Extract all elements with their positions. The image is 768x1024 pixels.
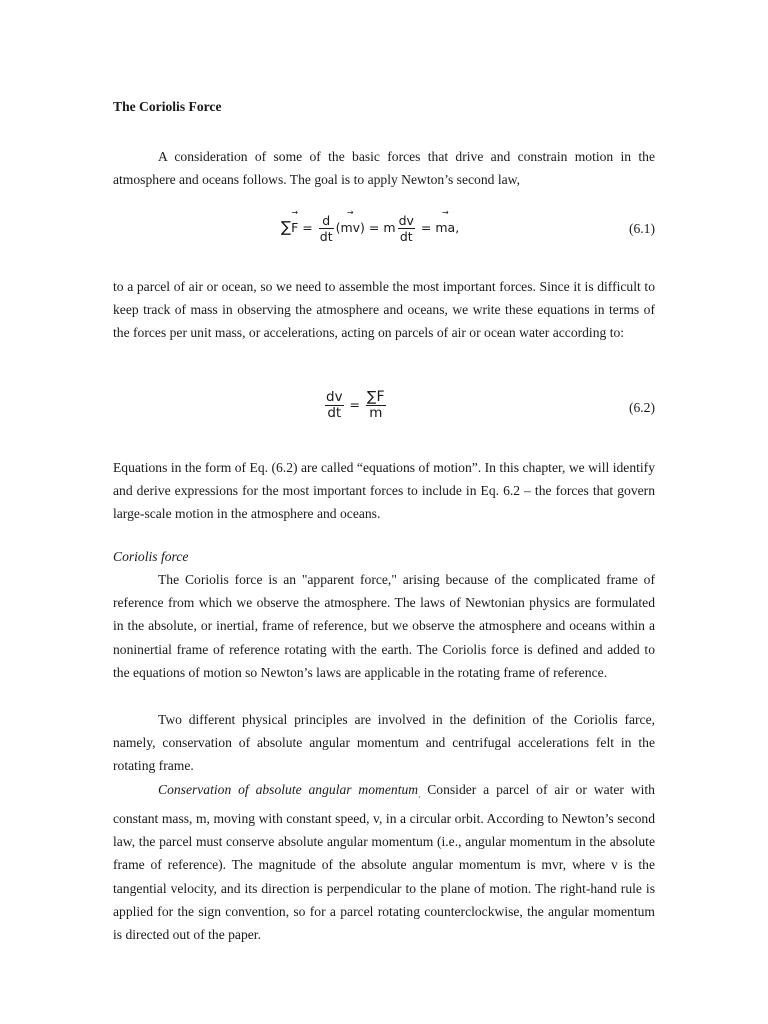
eq2-numerator-dv: dv [326,389,343,405]
paragraph-5-text: Two different physical principles are involved in the definition of the Coriolis farce, namely, conservation of absolute angular momentum and centrifugal accelerations felt in the rotating frame. [113,712,655,774]
paragraph-4-text: The Coriolis force is an "apparent force," arising because of the complicated frame of reference from which we observe the atmosphere. The laws of Newtonian physics are formulated in the absolute, or inertial, frame of reference, but we observe the atmosphere and oceans within a noninertial frame of reference rotating with the earth. The Coriolis force is defined and added to the equations of motion so Newton’s laws are applicable in the rotating frame of reference. [113,572,655,680]
paragraph-2-text: to a parcel of air or ocean, so we need to assemble the most important forces. Since it is difficult to keep track of mass in observing the atmosphere and oceans, we write these equations in terms of the forces per unit mass, or accelerations, acting on parcels of air or ocean water according to: [113,279,655,341]
equation-6-2 [113,390,655,432]
paragraph-3 [113,456,655,526]
equation-6-2-body [323,390,388,421]
paragraph-3-text: Equations in the form of Eq. (6.2) are called “equations of motion”. In this chapter, we will identify and derive expressions for the most important forces to include in Eq. 6.2 – the forces that govern large-scale motion in the atmosphere and oceans. [113,460,655,522]
eq1-ma-vector: → ma [435,220,455,235]
eq1-equals-1: = [302,220,313,235]
equation-6-2-number: (6.2) [628,400,655,415]
document-title: The Coriolis Force [113,99,222,114]
eq2-fraction-dv-dt [325,390,344,421]
subheading-dot: . [418,789,421,800]
eq1-numerator-d: d [319,213,334,229]
eq1-equals-3: = [420,220,432,235]
paragraph-6-block [113,778,655,946]
intro-paragraph [113,145,655,191]
eq2-fraction-f-m [366,390,386,421]
equation-6-1-body [281,213,459,244]
eq1-comma: , [455,220,460,235]
paragraph-6-text: Consider a parcel of air or water with constant mass, m, moving with constant speed, v, in a circular orbit. According to Newton’s second law, the parcel must conserve absolute angular momentum (i.e., angular momentum in the absolute frame of reference). The magnitude of the absolute angular momentum is mvr, where v is the tangential velocity, and its direction is perpendicular to the plane of motion. The right-hand rule is applied for the sign convention, so for a parcel rotating counterclockwise, the angular momentum is directed out of the paper. [113,782,655,942]
paragraph-2 [113,275,655,345]
eq2-denominator-m: m [369,405,383,421]
paragraph-6 [113,778,655,946]
intro-paragraph-text: A consideration of some of the basic forces that drive and constrain motion in the atmosphere and oceans follows. The goal is to apply Newton’s second law, [113,149,655,188]
equation-6-1-number: (6.1) [628,221,655,236]
eq1-denominator-dt: dt [319,229,333,244]
eq1-denominator-dt-2: dt [399,229,413,244]
eq1-sigma: ∑ [281,218,292,236]
equation-6-1 [113,213,655,253]
eq2-denominator-dt: dt [327,405,342,421]
eq1-fraction-dv-dt [398,213,415,244]
paragraph-4 [113,568,655,684]
eq1-numerator-dv: dv [398,213,414,228]
eq1-fraction-d-dt [319,213,334,244]
section-heading-coriolis-force: Coriolis force [113,549,189,564]
eq1-equals-2: = [368,220,380,235]
subheading-angular-momentum: Conservation of absolute angular momentum [158,782,419,797]
eq1-mass: m [383,220,396,235]
paragraph-5 [113,708,655,778]
eq2-numerator-sum-f: ∑F [367,389,385,405]
eq1-momentum-vector: → (mv) [336,220,365,235]
eq1-force-vector: → F [291,220,298,235]
eq2-equals: = [349,397,361,412]
